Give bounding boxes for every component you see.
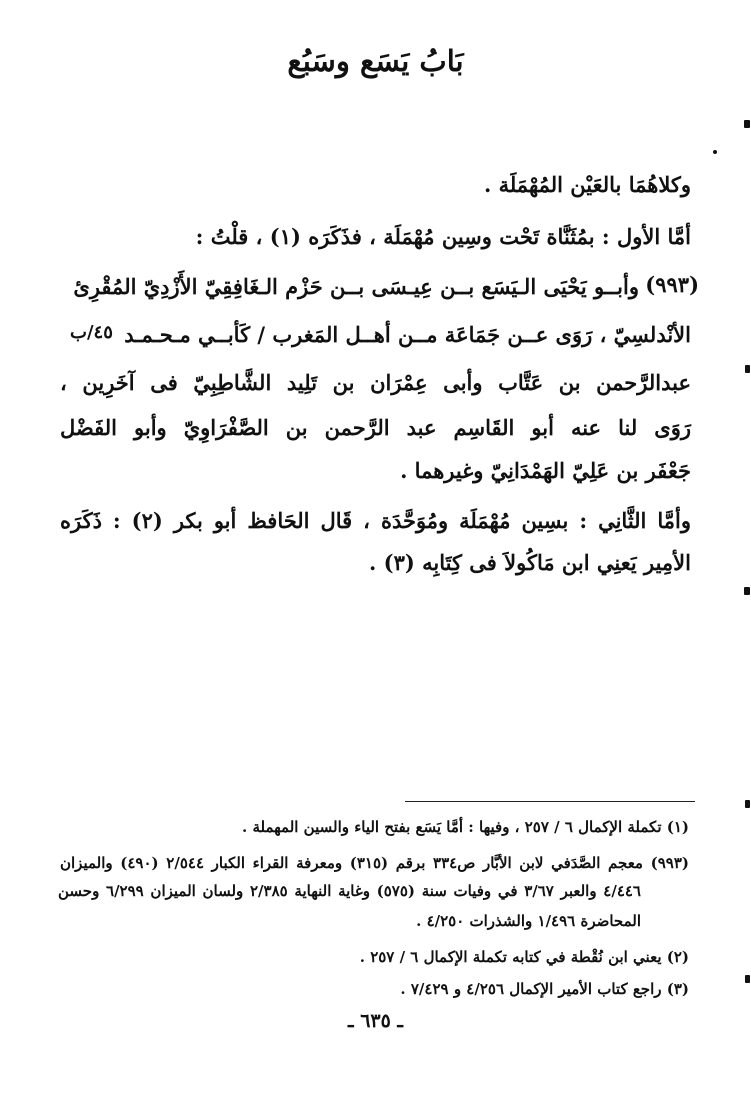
paragraph-line: أمَّا الأول : بمُثَنَّاة تَحْت وسِين مُهْمَلَة ، فذَكَرَه (١) ، قلْتُ : [195,224,691,249]
entry-number: (٩٩٣) [645,272,699,297]
scan-speck [713,150,717,154]
footnote-separator [405,801,695,802]
entry-line: الأنْدلسِيّ ، رَوَى عــن جَمَاعَة مــن أهــل المَغرب / كَأبــي مـحـمـد [124,322,691,347]
footnote-993-continuation: ٤/٤٤٦ والعبر ٣/٦٧ في وفيات سنة (٥٧٥) وغاية النهاية ٢/٣٨٥ ولسان الميزان ٦/٢٩٩ وحسن [58,882,641,900]
footnote-993-continuation: المحاضرة ١/٤٩٦ والشذرات ٤/٢٥٠ . [416,912,641,930]
scan-speck [745,365,750,373]
footnote-993: (٩٩٣) معجم الصَّدَفي لابن الأبَّار ص٣٣٤ برقم (٣١٥) ومعرفة القراء الكبار ٢/٥٤٤ (٤٩٠) والميزان [60,854,689,872]
paragraph-line: وأمَّا الثَّانِي : بسِين مُهْمَلَة ومُوَحَّدَة ، قَال الحَافظ أبو بكر (٢) : ذَكَرَه [60,508,691,533]
paragraph-line: وكلاهُمَا بالعَيْن المُهْمَلَة . [483,172,691,197]
chapter-title: بَابُ يَسَع وسَبُع [287,44,464,78]
entry-line: جَعْفَر بن عَلِيّ الهَمْدَانِيّ وغيرهما . [400,458,691,483]
footnote-1: (١) تكملة الإكمال ٦ / ٢٥٧ ، وفيها : أمَّا يَسَع بفتح الياء والسين المهملة . [242,818,689,836]
page-number: ـ ٦٣٥ ـ [348,1010,403,1032]
entry-line: رَوَى لنا عنه أبو القَاسِم عبد الرَّحمن بن الصَّفْرَاوِيّ وأبو الفَضْل [60,415,691,440]
scan-speck [745,975,750,983]
entry-line: عبدالرَّحمن بن عَتَّاب وأبى عِمْرَان بن تَلِيد الشَّاطِبِيّ فى آخَرِين ، [60,370,691,395]
paragraph-line: الأمِير يَعنِي ابن مَاكُولاَ فى كِتَابِه (٣) . [369,550,691,575]
manuscript-folio-reference: ٤٥/ب [70,322,113,343]
scan-speck [745,800,750,808]
footnote-2: (٢) يعني ابن نُقْطة في كتابه تكملة الإكمال ٦ / ٢٥٧ . [359,948,689,966]
footnote-3: (٣) راجع كتاب الأمير الإكمال ٤/٢٥٦ و ٧/٤٢٩ . [400,980,689,998]
scan-speck [744,120,750,128]
scan-speck [744,587,750,595]
entry-line: وأبــو يَحْيَى الـيَسَع بــن عِيـسَى بــن حَزْم الـغَافِقِيّ الأَزْدِيّ المُقْرِئ [73,274,639,299]
